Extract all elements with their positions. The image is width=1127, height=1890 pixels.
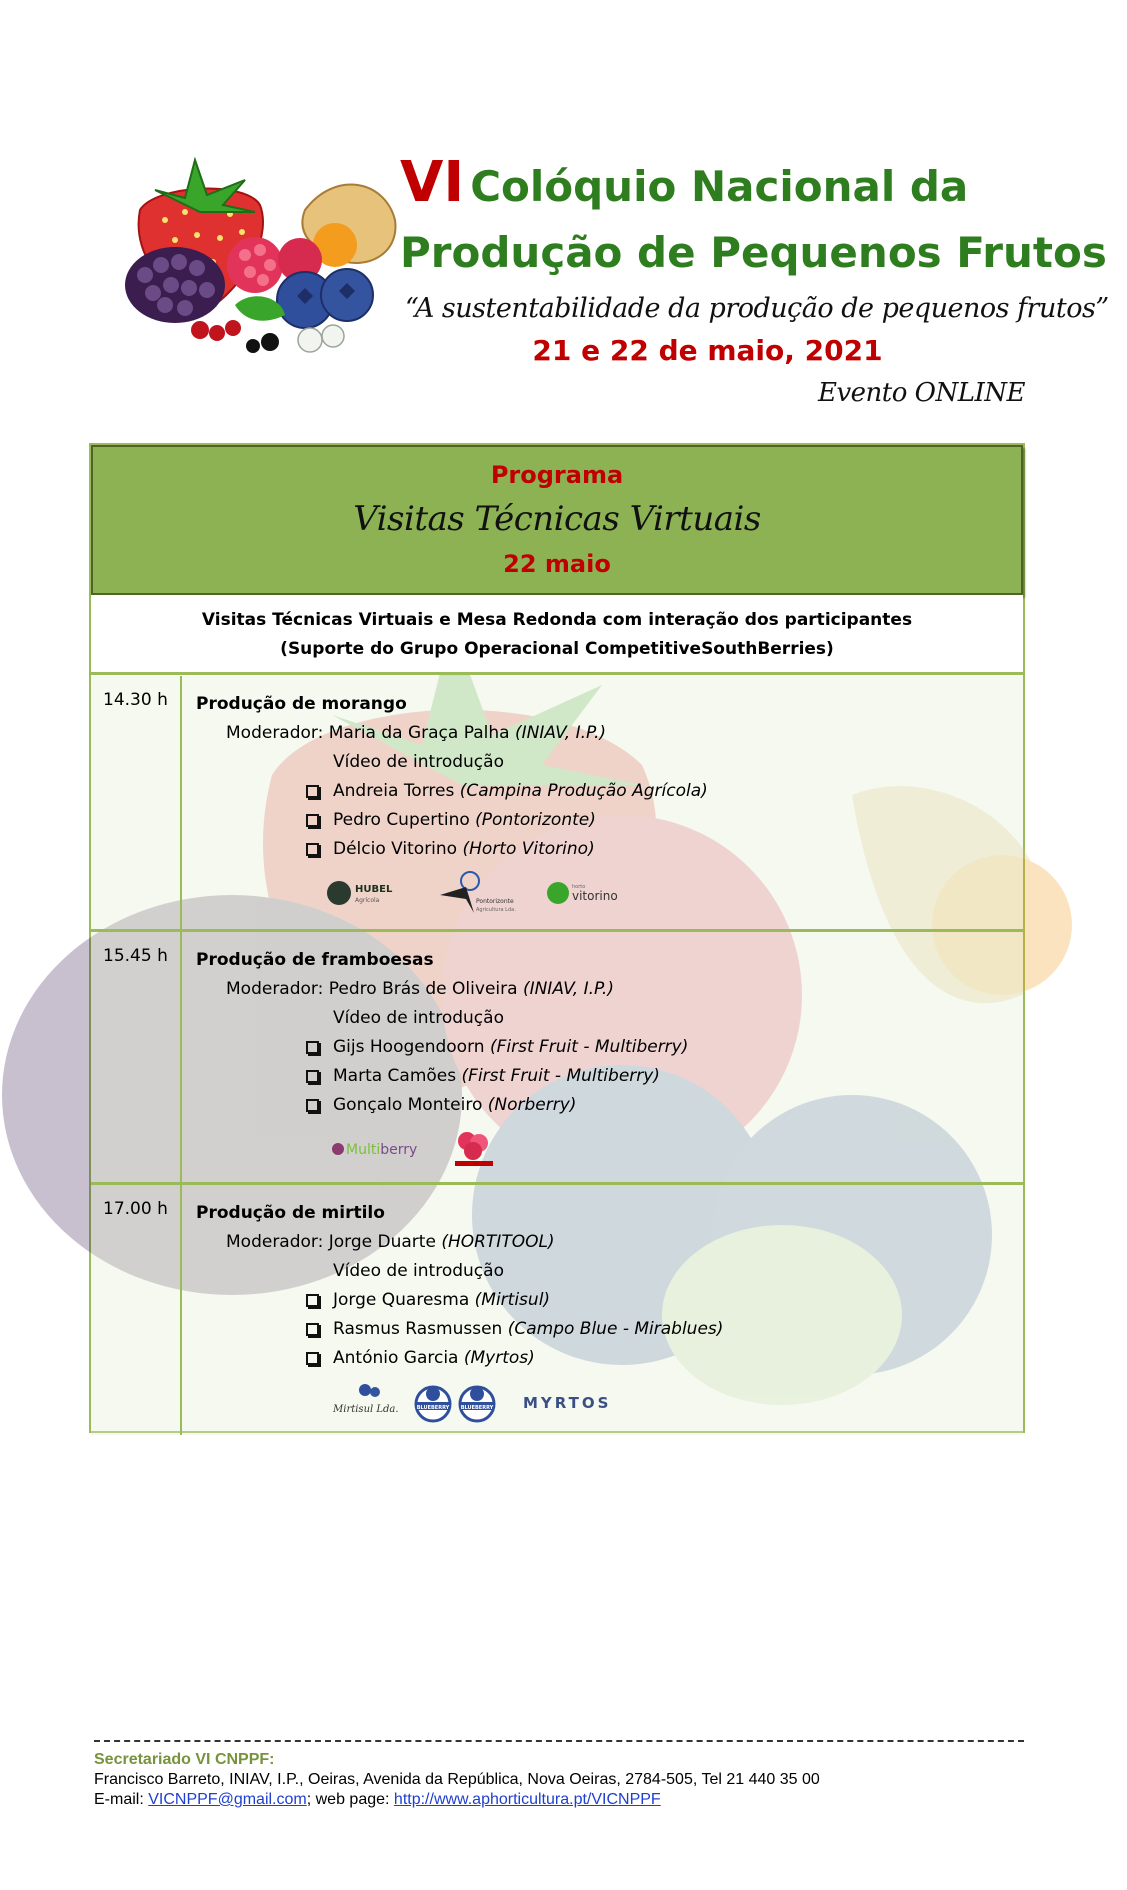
footer <box>94 1740 1024 1810</box>
time-column <box>91 932 182 1182</box>
intro-video: Vídeo de introdução <box>333 1261 504 1281</box>
speaker-item <box>196 835 708 864</box>
speaker-org: (Campina Produção Agrícola) <box>459 781 708 801</box>
checkbox-icon <box>306 1323 319 1336</box>
moderator-label: Moderador: <box>226 723 324 743</box>
title-text-1: Colóquio Nacional da <box>470 162 969 211</box>
speaker-org: (Pontorizonte) <box>475 810 596 830</box>
session-body <box>196 946 688 1120</box>
speaker-org: (First Fruit - Multiberry) <box>461 1066 660 1086</box>
checkbox-icon <box>306 843 319 856</box>
checkbox-icon <box>306 1352 319 1365</box>
speaker-item <box>196 1344 723 1373</box>
speaker-name: Gonçalo Monteiro <box>333 1095 483 1115</box>
header <box>0 0 1125 440</box>
moderator-org: (HORTITOOL) <box>441 1232 555 1252</box>
speaker-item <box>196 1033 688 1062</box>
multiberry-logo-text: Multiberry <box>346 1142 418 1158</box>
conference-dates: 21 e 22 de maio, 2021 <box>532 334 883 367</box>
checkbox-icon <box>306 1294 319 1307</box>
conference-title-line2: Produção de Pequenos Frutos <box>400 228 1107 277</box>
pontorizonte-logo-text: Pontorizonte <box>476 898 514 905</box>
checkbox-icon <box>306 1099 319 1112</box>
email-link[interactable]: VICNPPF@gmail.com <box>148 1791 307 1808</box>
session-strawberry <box>91 676 1023 929</box>
speaker-org: (Horto Vitorino) <box>462 839 595 859</box>
hubel-logo-text: HUBEL <box>355 884 393 895</box>
myrtos-logo <box>521 1387 611 1417</box>
session-time: 15.45 h <box>103 946 168 966</box>
web-label: ; web page: <box>306 1791 390 1808</box>
session-topic: Produção de mirtilo <box>196 1203 385 1223</box>
speaker-item <box>196 777 708 806</box>
hubel-logo-subtext: Agrícola <box>355 897 380 904</box>
time-column <box>91 676 182 929</box>
pontorizonte-logo <box>436 871 526 915</box>
session-topic: Produção de framboesas <box>196 950 434 970</box>
checkbox-icon <box>306 785 319 798</box>
speaker-org: (Norberry) <box>487 1095 577 1115</box>
checkbox-icon <box>306 1041 319 1054</box>
session-topic: Produção de morango <box>196 694 407 714</box>
speaker-item <box>196 1091 688 1120</box>
intro-video: Vídeo de introdução <box>333 1008 504 1028</box>
speaker-org: (First Fruit - Multiberry) <box>489 1037 689 1057</box>
moderator-org: (INIAV, I.P.) <box>514 723 606 743</box>
moderator-name: Pedro Brás de Oliveira <box>328 979 518 999</box>
time-column <box>91 1185 182 1435</box>
intro-line-2: (Suporte do Grupo Operacional CompetitiveSouthBerries) <box>280 639 834 659</box>
multiberry-logo <box>331 1134 431 1164</box>
moderator-org: (INIAV, I.P.) <box>522 979 614 999</box>
speaker-item <box>196 806 708 835</box>
secretariat-address: Francisco Barreto, INIAV, I.P., Oeiras, Avenida da República, Nova Oeiras, 2784-505, Tel 21 440 35 00 <box>94 1771 820 1788</box>
sponsor-logos <box>331 1380 611 1424</box>
norberry-logo <box>449 1127 499 1171</box>
moderator <box>196 719 708 748</box>
speaker-name: Marta Camões <box>333 1066 457 1086</box>
speaker-org: (Campo Blue - Mirablues) <box>507 1319 724 1339</box>
speaker-name: Pedro Cupertino <box>333 810 470 830</box>
horto-vitorino-logo <box>546 878 636 908</box>
moderator <box>196 975 688 1004</box>
speaker-name: Rasmus Rasmussen <box>333 1319 503 1339</box>
speaker-org: (Mirtisul) <box>474 1290 551 1310</box>
sponsor-logos <box>331 1127 499 1171</box>
speaker-item <box>196 1062 688 1091</box>
web-link[interactable]: http://www.aphorticultura.pt/VICNPPF <box>393 1791 661 1808</box>
programme-title: Visitas Técnicas Virtuais <box>353 499 761 539</box>
session-body <box>196 690 708 864</box>
moderator-name: Maria da Graça Palha <box>328 723 510 743</box>
speaker-name: Andreia Torres <box>333 781 455 801</box>
intro-line-1: Visitas Técnicas Virtuais e Mesa Redonda com interação dos participantes <box>201 610 913 630</box>
event-format: Evento ONLINE <box>818 378 1025 408</box>
session-blueberry <box>91 1182 1023 1435</box>
contact-line <box>94 1790 1024 1810</box>
session-time: 14.30 h <box>103 690 168 710</box>
checkbox-icon <box>306 1070 319 1083</box>
session-raspberry <box>91 929 1023 1182</box>
title-roman-numeral: VI <box>400 150 465 215</box>
session-body <box>196 1199 723 1373</box>
myrtos-logo-text: MYRTOS <box>523 1394 612 1412</box>
speaker-item <box>196 1315 723 1344</box>
blueberry-icon <box>277 269 373 328</box>
programme-label: Programa <box>490 461 624 489</box>
session-time: 17.00 h <box>103 1199 168 1219</box>
mirtisul-logo-text: Mirtisul Lda. <box>333 1404 399 1415</box>
vitorino-logo-text: vitorino <box>572 889 618 903</box>
speaker-item <box>196 1286 723 1315</box>
berries-illustration <box>95 150 435 360</box>
speaker-name: António Garcia <box>333 1348 459 1368</box>
checkbox-icon <box>306 814 319 827</box>
hubel-logo <box>326 878 422 908</box>
speaker-org: (Myrtos) <box>463 1348 535 1368</box>
footer-divider <box>94 1740 1024 1742</box>
blackberry-icon <box>125 247 225 323</box>
programme-intro <box>91 595 1023 675</box>
conference-title-line1 <box>400 150 968 215</box>
moderator-label: Moderador: <box>226 1232 324 1252</box>
blueberry-logos <box>413 1380 503 1424</box>
programme-day: 22 maio <box>503 550 611 578</box>
vitorino-logo-subtext: horto <box>572 884 586 890</box>
speaker-name: Jorge Quaresma <box>333 1290 470 1310</box>
secretariat-label: Secretariado VI CNPPF: <box>94 1751 275 1768</box>
speaker-name: Gijs Hoogendoorn <box>333 1037 485 1057</box>
email-label: E-mail: <box>94 1791 144 1808</box>
moderator-label: Moderador: <box>226 979 324 999</box>
moderator <box>196 1228 723 1257</box>
blueberry-logo-text-1: BLUEBERRY <box>416 1405 450 1411</box>
sponsor-logos <box>326 871 636 915</box>
mirtisul-logo <box>331 1382 399 1422</box>
intro-video: Vídeo de introdução <box>333 752 504 772</box>
speaker-name: Délcio Vitorino <box>333 839 458 859</box>
programme-header <box>91 445 1023 595</box>
conference-subtitle: “A sustentabilidade da produção de pequenos frutos” <box>405 293 1109 324</box>
blueberry-logo-text-2: BLUEBERRY <box>460 1405 494 1411</box>
programme-table <box>89 443 1025 1433</box>
pontorizonte-logo-subtext: Agricultura Lda. <box>476 907 516 913</box>
moderator-name: Jorge Duarte <box>328 1232 436 1252</box>
